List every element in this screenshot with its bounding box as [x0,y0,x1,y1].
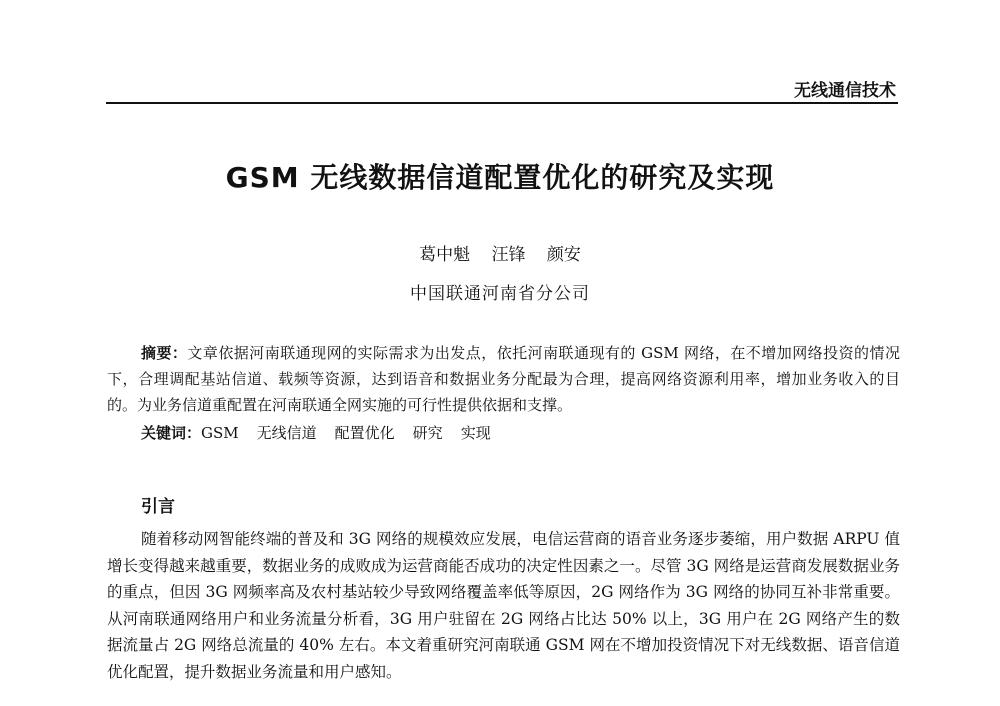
author-affiliation: 中国联通河南省分公司 [410,284,590,304]
author-name: 汪锋 [491,245,526,265]
keywords [141,422,509,443]
intro-paragraph: 随着移动网智能终端的普及和 3G 网络的规模效应发展，电信运营商的语音业务逐步萎缩，用户数据 ARPU 值增长变得越来越重要，数据业务的成败成为运营商能否成功的决定性因素之一。尽管 3G 网络是运营商发展数据业务的重点，但因 3G 网频率高及农村基站较少导致网络覆盖率低等原因，2G 网络作为 3G 网络的协同互补非常重要。从河南联通网络用户和业务流量分析看，3G 用户驻留在 2G 网络占比达 50% 以上，3G 用户在 2G 网络产生的数据流量占 2G 网络总流量的 40% 左右。本文着重研究河南联通 GSM 网在不增加投资情况下对无线数据、语音信道优化配置，提升数据业务流量和用户感知。 [107,530,900,681]
abstract-label: 摘要： [141,344,188,362]
header-rule [106,102,898,104]
section-heading: 引言 [141,497,175,517]
author-list [0,240,1000,265]
abstract-text: 文章依据河南联通现网的实际需求为出发点，依托河南联通现有的 GSM 网络，在不增加网络投资的情况下，合理调配基站信道、载频等资源，达到语音和数据业务分配最为合理，提高网络资源利用率，增加业务收入的目的。为业务信道重配置在河南联通全网实施的可行性提供依据和支撑。 [107,344,900,414]
keyword: 无线信道 [256,424,317,442]
author-name: 颜安 [546,245,581,265]
author-name: 葛中魁 [419,245,471,265]
keyword: 研究 [412,424,443,442]
keyword: 配置优化 [334,424,395,442]
keyword: GSM [201,424,239,442]
paper-title: GSM 无线数据信道配置优化的研究及实现 [225,161,775,194]
keywords-label: 关键词： [141,424,202,442]
journal-section-label: 无线通信技术 [794,81,896,101]
keyword: 实现 [460,424,491,442]
abstract [107,340,900,418]
